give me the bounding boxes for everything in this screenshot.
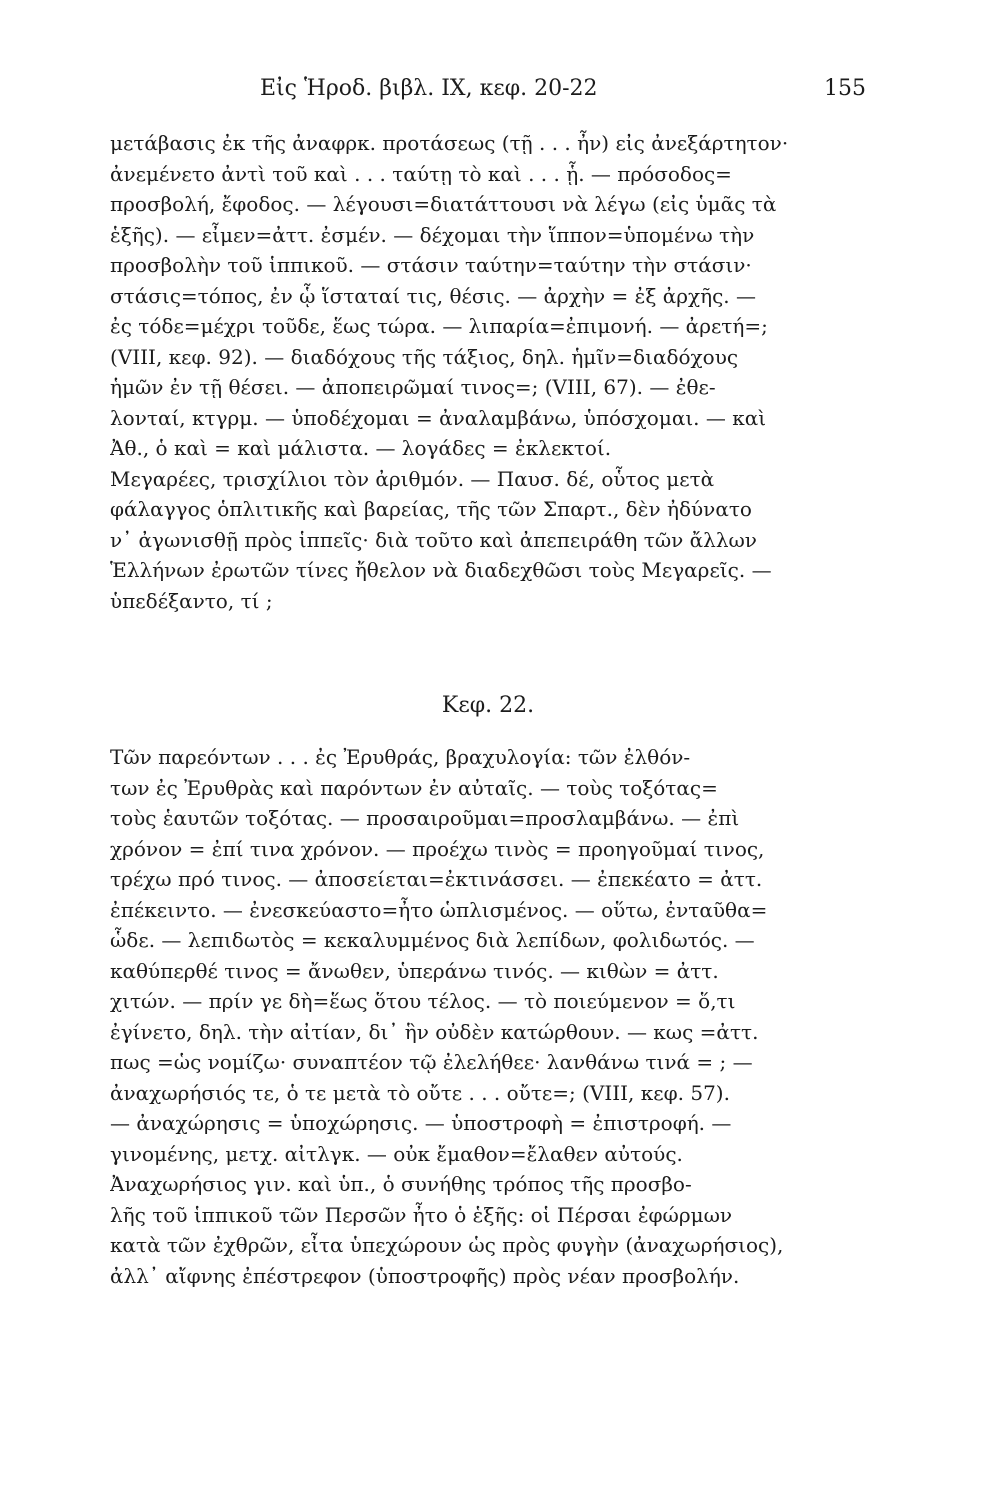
text-line: κατὰ τῶν ἐχθρῶν, εἶτα ὑπεχώρουν ὡς πρὸς φυγὴν (ἀναχωρήσιος), bbox=[110, 1233, 784, 1257]
text-line: χρόνον = ἐπί τινα χρόνον. — προέχω τινὸς = προηγοῦμαί τινος, bbox=[110, 836, 765, 861]
text-line: φάλαγγος ὁπλιτικῆς καὶ βαρείας, τῆς τῶν Σπαρτ., δὲν ἠδύνατο bbox=[110, 497, 752, 521]
text-line: χιτών. — πρίν γε δὴ=ἕως ὅτου τέλος. — τὸ ποιεύμενον = ὅ,τι bbox=[110, 989, 736, 1013]
text-line: Ἀθ., ὁ καὶ = καὶ μάλιστα. — λογάδες = ἐκλεκτοί. bbox=[110, 436, 612, 460]
text-line: προσβολὴν τοῦ ἱππικοῦ. — στάσιν ταύτην=ταύτην τὴν στάσιν· bbox=[110, 253, 752, 277]
text-line: ἀνεμένετο ἀντὶ τοῦ καὶ . . . ταύτῃ τὸ καὶ . . . ᾗ. — πρόσοδος= bbox=[110, 161, 732, 186]
text-line: ἐς τόδε=μέχρι τοῦδε, ἕως τώρα. — λιπαρία=ἐπιμονή. — ἀρετή=; bbox=[110, 314, 768, 338]
text-line: ἀλλ᾽ αἴφνης ἐπέστρεφον (ὑποστροφῆς) πρὸς νέαν προσβολήν. bbox=[110, 1263, 740, 1288]
commentary-chapter-22 bbox=[110, 742, 860, 1291]
text-line: ὑπεδέξαντο, τί ; bbox=[110, 588, 273, 613]
text-line: ἐγίνετο, δηλ. τὴν αἰτίαν, δι᾽ ἣν οὐδὲν κατώρθουν. — κως =ἀττ. bbox=[110, 1019, 759, 1044]
text-line: ἀναχωρήσιός τε, ὁ τε μετὰ τὸ οὔτε . . . οὔτε=; (VIII, κεφ. 57). bbox=[110, 1080, 730, 1105]
text-line: Τῶν παρεόντων . . . ἐς Ἐρυθράς, βραχυλογία: τῶν ἐλθόν- bbox=[110, 745, 691, 769]
text-line: τοὺς ἑαυτῶν τοξότας. — προσαιροῦμαι=προσλαμβάνω. — ἐπὶ bbox=[110, 806, 740, 830]
text-line: προσβολή, ἔφοδος. — λέγουσι=διατάττουσι νὰ λέγω (εἰς ὑμᾶς τὰ bbox=[110, 192, 777, 216]
text-line: Μεγαρέες, τρισχίλιοι τὸν ἀριθμόν. — Παυσ. δέ, οὗτος μετὰ bbox=[110, 466, 715, 491]
text-line: λονταί, κτγρμ. — ὑποδέχομαι = ἀναλαμβάνω, ὑπόσχομαι. — καὶ bbox=[110, 405, 767, 430]
text-line: ἐπέκειντο. — ἐνεσκεύαστο=ἦτο ὡπλισμένος. — οὕτω, ἐνταῦθα= bbox=[110, 897, 768, 922]
text-line: — ἀναχώρησις = ὑποχώρησις. — ὑποστροφὴ = ἐπιστροφή. — bbox=[110, 1111, 732, 1135]
text-line: καθύπερθέ τινος = ἄνωθεν, ὑπεράνω τινός. — κιθὼν = ἀττ. bbox=[110, 958, 719, 983]
text-line: λῆς τοῦ ἱππικοῦ τῶν Περσῶν ἦτο ὁ ἑξῆς: οἱ Πέρσαι ἐφώρμων bbox=[110, 1202, 733, 1227]
text-line: πως =ὡς νομίζω· συναπτέον τῷ ἐλελήθεε· λανθάνω τινά = ; — bbox=[110, 1050, 753, 1074]
text-line: Ἑλλήνων ἐρωτῶν τίνες ἤθελον νὰ διαδεχθῶσι τοὺς Μεγαρεῖς. — bbox=[110, 558, 772, 582]
text-line: τρέχω πρό τινος. — ἀποσείεται=ἐκτινάσσει. — ἐπεκέατο = ἀττ. bbox=[110, 867, 763, 891]
text-line: μετάβασις ἐκ τῆς ἀναφρκ. προτάσεως (τῇ . . . ἦν) εἰς ἀνεξάρτητον· bbox=[110, 131, 789, 155]
commentary-chapter-21 bbox=[110, 128, 860, 616]
text-line: (VIII, κεφ. 92). — διαδόχους τῆς τάξιος, δηλ. ἡμῖν=διαδόχους bbox=[110, 344, 739, 369]
text-line: ν᾽ ἀγωνισθῇ πρὸς ἱππεῖς· διὰ τοῦτο καὶ ἀπεπειράθη τῶν ἄλλων bbox=[110, 527, 757, 552]
text-line: ἡμῶν ἐν τῇ θέσει. — ἀποπειρῶμαί τινος=; (VIII, 67). — ἐθε- bbox=[110, 375, 716, 399]
text-line: ὧδε. — λεπιδωτὸς = κεκαλυμμένος διὰ λεπίδων, φολιδωτός. — bbox=[110, 928, 755, 952]
text-line: στάσις=τόπος, ἐν ᾧ ἵσταταί τις, θέσις. — ἀρχὴν = ἐξ ἀρχῆς. — bbox=[110, 283, 757, 308]
header-title: Εἰς Ἡροδ. βιβλ. IX, κεφ. 20-22 bbox=[260, 76, 598, 101]
text-line: Ἀναχωρήσιος γιν. καὶ ὑπ., ὁ συνήθης τρόπος τῆς προσβο- bbox=[110, 1172, 692, 1196]
text-line: γινομένης, μετχ. αἰτλγκ. — οὐκ ἔμαθον=ἔλαθεν αὐτούς. bbox=[110, 1141, 683, 1166]
chapter-heading: Κεφ. 22. bbox=[441, 693, 535, 718]
text-line: των ἐς Ἐρυθρὰς καὶ παρόντων ἐν αὐταῖς. — τοὺς τοξότας= bbox=[110, 775, 718, 800]
page-number: 155 bbox=[824, 76, 866, 101]
running-header bbox=[110, 72, 866, 106]
text-line: ἑξῆς). — εἶμεν=ἀττ. ἐσμέν. — δέχομαι τὴν ἵππον=ὑπομένω τὴν bbox=[110, 222, 755, 247]
